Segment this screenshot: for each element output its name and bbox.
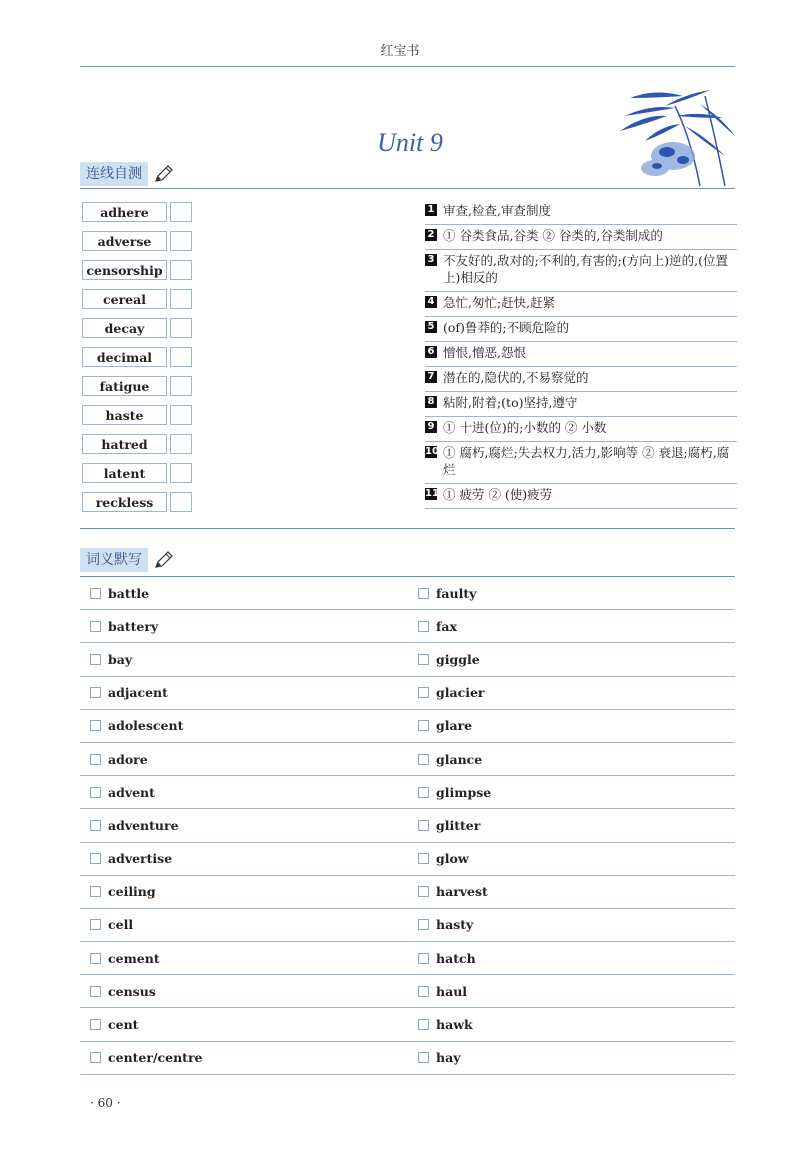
checkbox[interactable] xyxy=(90,1052,101,1063)
checkbox[interactable] xyxy=(418,820,429,831)
definition-text: ① 疲劳 ② (使)疲劳 xyxy=(443,487,553,502)
vocab-row xyxy=(80,809,735,842)
vocab-row xyxy=(80,843,735,876)
match-word-row xyxy=(82,260,197,282)
vocab-item xyxy=(408,652,735,667)
match-word: fatigue xyxy=(82,376,167,396)
answer-box[interactable] xyxy=(170,492,192,512)
checkbox[interactable] xyxy=(90,720,101,731)
match-word: adhere xyxy=(82,202,167,222)
definition-number: 8 xyxy=(425,396,437,408)
checkbox[interactable] xyxy=(90,853,101,864)
vocab-word: cement xyxy=(108,950,160,966)
vocab-item xyxy=(80,619,408,634)
vocab-word: glare xyxy=(436,718,473,734)
checkbox[interactable] xyxy=(90,919,101,930)
vocab-item xyxy=(80,1017,408,1032)
match-word: haste xyxy=(82,405,167,425)
answer-box[interactable] xyxy=(170,289,192,309)
match-word-row xyxy=(82,492,197,514)
match-word: censorship xyxy=(82,260,167,280)
checkbox[interactable] xyxy=(90,588,101,599)
match-word-row xyxy=(82,347,197,369)
vocab-item xyxy=(80,652,408,667)
checkbox[interactable] xyxy=(90,1019,101,1030)
definition-row xyxy=(425,367,737,392)
vocab-word: advertise xyxy=(108,851,173,867)
section-rule xyxy=(80,188,735,189)
vocab-word: faulty xyxy=(436,585,477,601)
match-word-row xyxy=(82,463,197,485)
vocab-word: center/centre xyxy=(108,1050,203,1066)
vocab-item xyxy=(80,586,408,601)
definition-text: ① 十进(位)的;小数的 ② 小数 xyxy=(443,420,607,435)
unit-title: Unit 9 xyxy=(377,128,443,157)
vocab-item xyxy=(80,785,408,800)
vocab-word: hawk xyxy=(436,1017,473,1033)
vocab-word: ceiling xyxy=(108,884,156,900)
vocab-item xyxy=(80,718,408,733)
checkbox[interactable] xyxy=(418,754,429,765)
answer-box[interactable] xyxy=(170,347,192,367)
vocab-word: adore xyxy=(108,751,148,767)
definition-text: 憎恨,憎恶,怨恨 xyxy=(443,345,526,360)
answer-box[interactable] xyxy=(170,260,192,280)
definition-number: 3 xyxy=(425,254,437,266)
vocab-word: adventure xyxy=(108,817,179,833)
vocab-item xyxy=(80,951,408,966)
vocab-row xyxy=(80,710,735,743)
definition-number: 5 xyxy=(425,321,437,333)
checkbox[interactable] xyxy=(418,953,429,964)
answer-box[interactable] xyxy=(170,434,192,454)
vocab-row xyxy=(80,942,735,975)
vocab-row xyxy=(80,776,735,809)
section-rule xyxy=(80,528,735,529)
match-word-row xyxy=(82,405,197,427)
vocab-item xyxy=(80,1050,408,1065)
checkbox[interactable] xyxy=(418,1019,429,1030)
checkbox[interactable] xyxy=(90,621,101,632)
definition-row xyxy=(425,250,737,292)
checkbox[interactable] xyxy=(418,654,429,665)
vocab-item xyxy=(408,1050,735,1065)
vocab-word: cent xyxy=(108,1017,139,1033)
vocab-row xyxy=(80,909,735,942)
vocab-word: glow xyxy=(436,851,469,867)
vocab-word: hay xyxy=(436,1050,461,1066)
vocab-row xyxy=(80,1042,735,1075)
definition-number: 7 xyxy=(425,371,437,383)
vocab-item xyxy=(408,917,735,932)
checkbox[interactable] xyxy=(418,588,429,599)
vocab-word: hasty xyxy=(436,917,474,933)
definition-number: 2 xyxy=(425,229,437,241)
vocab-item xyxy=(80,685,408,700)
vocab-item xyxy=(408,718,735,733)
checkbox[interactable] xyxy=(418,919,429,930)
vocab-word: cell xyxy=(108,917,134,933)
definition-number: 11 xyxy=(425,488,439,499)
section-label-dictation xyxy=(80,548,188,572)
answer-box[interactable] xyxy=(170,318,192,338)
match-word: adverse xyxy=(82,231,167,251)
running-header: 红宝书 xyxy=(380,44,420,59)
vocab-word: glacier xyxy=(436,685,485,701)
checkbox[interactable] xyxy=(90,986,101,997)
vocab-item xyxy=(408,785,735,800)
definition-text: 潜在的,隐伏的,不易察觉的 xyxy=(443,370,589,385)
vocab-row xyxy=(80,577,735,610)
definition-row xyxy=(425,317,737,342)
definition-row xyxy=(425,342,737,367)
checkbox[interactable] xyxy=(90,654,101,665)
vocab-item xyxy=(408,884,735,899)
vocab-row xyxy=(80,743,735,776)
definition-text: ① 谷类食品,谷类 ② 谷类的,谷类制成的 xyxy=(443,228,663,243)
checkbox[interactable] xyxy=(418,621,429,632)
vocab-row xyxy=(80,1008,735,1041)
definition-row xyxy=(425,225,737,250)
checkbox[interactable] xyxy=(90,886,101,897)
definition-number: 4 xyxy=(425,296,437,308)
vocab-item xyxy=(408,984,735,999)
answer-box[interactable] xyxy=(170,376,192,396)
header-rule xyxy=(80,66,735,67)
checkbox[interactable] xyxy=(418,720,429,731)
vocab-item xyxy=(80,884,408,899)
vocab-row xyxy=(80,876,735,909)
answer-box[interactable] xyxy=(170,231,192,251)
vocab-word: harvest xyxy=(436,884,488,900)
vocab-word: census xyxy=(108,983,156,999)
match-word-row xyxy=(82,231,197,253)
match-word-row xyxy=(82,376,197,398)
vocab-word: battery xyxy=(108,618,159,634)
definition-row xyxy=(425,292,737,317)
definition-row xyxy=(425,484,737,509)
definition-number: 6 xyxy=(425,346,437,358)
vocab-item xyxy=(408,619,735,634)
vocab-item xyxy=(80,818,408,833)
definitions-column xyxy=(425,200,737,509)
vocab-word: adolescent xyxy=(108,718,184,734)
vocab-word: bay xyxy=(108,651,133,667)
vocab-word: glimpse xyxy=(436,784,492,800)
vocab-list xyxy=(80,577,735,1075)
vocab-word: battle xyxy=(108,585,150,601)
answer-box[interactable] xyxy=(170,202,192,222)
checkbox[interactable] xyxy=(418,687,429,698)
vocab-word: adjacent xyxy=(108,685,168,701)
checkbox[interactable] xyxy=(418,986,429,997)
definition-text: (of)鲁莽的;不顾危险的 xyxy=(443,320,570,335)
vocab-word: advent xyxy=(108,784,155,800)
answer-box[interactable] xyxy=(170,405,192,425)
vocab-item xyxy=(80,917,408,932)
definition-text: ① 腐朽,腐烂;失去权力,活力,影响等 ② 衰退;腐朽,腐烂 xyxy=(443,445,730,477)
vocab-item xyxy=(408,586,735,601)
definition-row xyxy=(425,392,737,417)
checkbox[interactable] xyxy=(418,853,429,864)
match-word-row xyxy=(82,289,197,311)
answer-box[interactable] xyxy=(170,463,192,483)
vocab-word: glitter xyxy=(436,817,481,833)
definition-text: 审查,检查,审查制度 xyxy=(443,203,551,218)
match-word: cereal xyxy=(82,289,167,309)
definition-number: 1 xyxy=(425,204,437,216)
match-word: reckless xyxy=(82,492,167,512)
match-word: decimal xyxy=(82,347,167,367)
vocab-item xyxy=(80,984,408,999)
vocab-item xyxy=(408,685,735,700)
match-word: hatred xyxy=(82,434,167,454)
definition-text: 粘附,附着;(to)坚持,遵守 xyxy=(443,395,578,410)
vocab-row xyxy=(80,975,735,1008)
section-label-text: 连线自测 xyxy=(80,162,148,186)
definition-number: 10 xyxy=(425,446,439,457)
definition-row xyxy=(425,200,737,225)
definition-number: 9 xyxy=(425,421,437,433)
definition-text: 不友好的,敌对的;不利的,有害的;(方向上)逆的,(位置上)相反的 xyxy=(443,253,728,285)
vocab-word: hatch xyxy=(436,950,476,966)
vocab-item xyxy=(408,951,735,966)
checkbox[interactable] xyxy=(90,820,101,831)
match-word-row xyxy=(82,318,197,340)
page-number: · 60 · xyxy=(90,1096,121,1110)
checkbox[interactable] xyxy=(90,787,101,798)
vocab-item xyxy=(80,752,408,767)
bamboo-illustration xyxy=(605,86,740,191)
checkbox[interactable] xyxy=(418,1052,429,1063)
match-word-row xyxy=(82,434,197,456)
vocab-item xyxy=(408,752,735,767)
vocab-row xyxy=(80,677,735,710)
section-label-text: 词义默写 xyxy=(80,548,148,572)
vocab-word: fax xyxy=(436,618,457,634)
vocab-item xyxy=(408,818,735,833)
match-word: decay xyxy=(82,318,167,338)
section-label-match xyxy=(80,162,188,186)
checkbox[interactable] xyxy=(90,754,101,765)
vocab-row xyxy=(80,610,735,643)
vocab-item xyxy=(408,851,735,866)
pencil-icon xyxy=(152,164,174,184)
match-word: latent xyxy=(82,463,167,483)
vocab-word: glance xyxy=(436,751,483,767)
definition-row xyxy=(425,442,737,484)
checkbox[interactable] xyxy=(90,953,101,964)
definition-text: 急忙,匆忙;赶快,赶紧 xyxy=(443,295,556,310)
checkbox[interactable] xyxy=(90,687,101,698)
pencil-icon xyxy=(152,550,174,570)
vocab-row xyxy=(80,643,735,676)
match-words-column xyxy=(82,202,197,521)
definition-row xyxy=(425,417,737,442)
vocab-item xyxy=(80,851,408,866)
vocab-word: haul xyxy=(436,983,468,999)
checkbox[interactable] xyxy=(418,787,429,798)
vocab-item xyxy=(408,1017,735,1032)
checkbox[interactable] xyxy=(418,886,429,897)
match-word-row xyxy=(82,202,197,224)
vocab-word: giggle xyxy=(436,651,480,667)
